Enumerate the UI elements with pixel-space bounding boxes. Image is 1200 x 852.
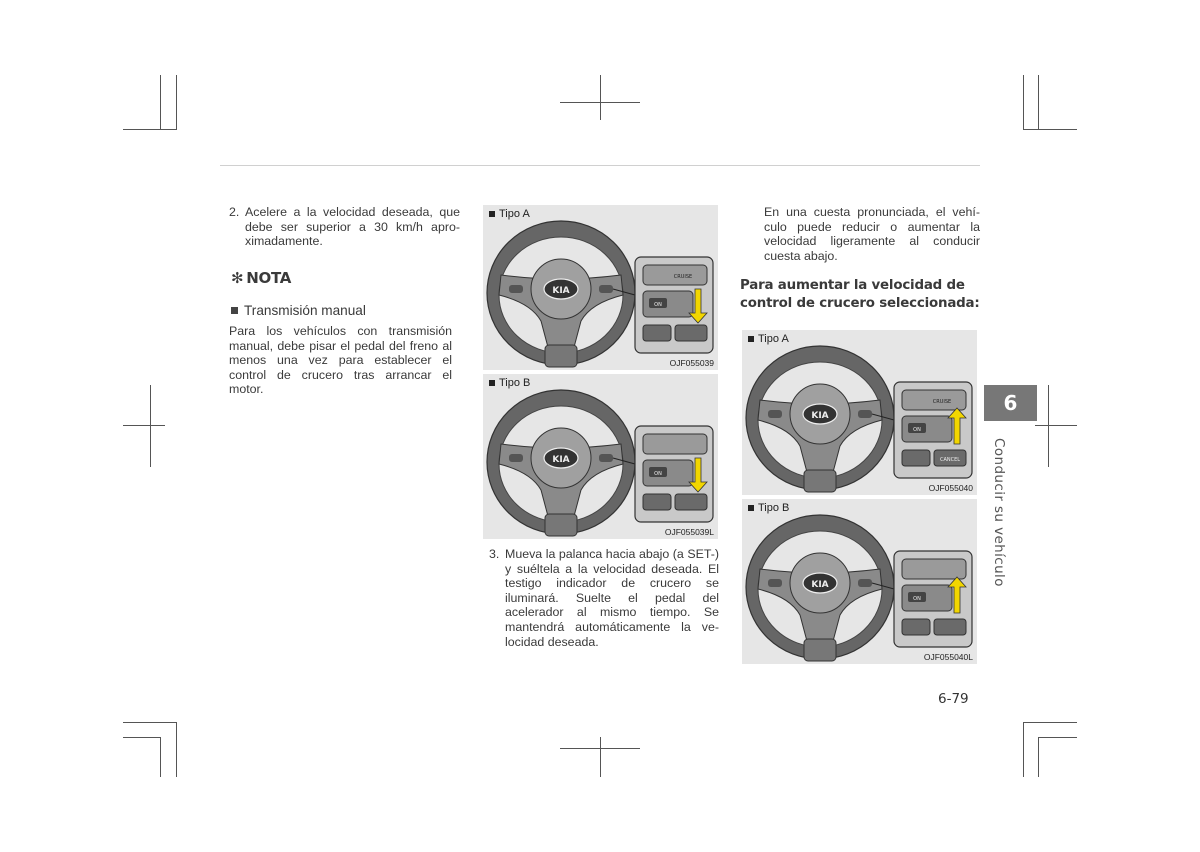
resume-button xyxy=(902,450,930,466)
left-button xyxy=(509,285,523,293)
square-bullet-icon xyxy=(231,307,238,314)
step-2-number: 2. xyxy=(229,205,240,219)
figure-right-a xyxy=(742,330,977,495)
right-button xyxy=(599,285,613,293)
wheel-bottom xyxy=(804,639,836,661)
right-top-text-block xyxy=(764,205,980,263)
step-3-text: Mueva la palanca hacia abajo (a SET-) y suéltela a la velocidad deseada. El testigo indicador de crucero se iluminará. Suelte el pedal del acelerador al mismo tiempo. Se mantendrá automáticamente la velocidad deseada. xyxy=(505,547,719,649)
resume-button xyxy=(902,619,930,635)
steering-wheel-illustration xyxy=(483,205,718,370)
right-button xyxy=(858,410,872,418)
wheel-bottom xyxy=(545,514,577,536)
figure-mid-a xyxy=(483,205,718,370)
on-label: ON xyxy=(913,596,921,602)
kia-logo-text: KIA xyxy=(811,580,829,590)
page-number: 6-79 xyxy=(938,691,969,707)
right-top-text: En una cuesta pronunciada, el vehículo puede reducir o aumentar la velocidad ligeramente al conducir cuesta abajo. xyxy=(764,205,980,263)
step-3-block xyxy=(489,547,719,649)
figure-label: Tipo A xyxy=(748,333,789,345)
step-2 xyxy=(229,205,460,249)
square-bullet-icon xyxy=(748,336,754,342)
nota-heading xyxy=(231,269,291,287)
cancel-button-illustration xyxy=(675,325,707,341)
square-bullet-icon xyxy=(489,380,495,386)
step-3-number: 3. xyxy=(489,547,500,561)
chapter-tab: 6 xyxy=(984,385,1037,421)
section-heading: Para aumentar la velocidad de control de crucero seleccionada: xyxy=(740,278,980,311)
steering-wheel-illustration xyxy=(742,330,977,495)
wheel-bottom xyxy=(804,470,836,492)
figure-label: Tipo B xyxy=(489,377,530,389)
step-3 xyxy=(489,547,719,649)
kia-logo-text: KIA xyxy=(552,455,570,465)
figure-code: OJF055039 xyxy=(669,358,714,368)
cancel-button-illustration xyxy=(934,619,966,635)
wheel-bottom xyxy=(545,345,577,367)
square-bullet-icon xyxy=(489,211,495,217)
sub-heading xyxy=(231,303,366,318)
left-button xyxy=(768,579,782,587)
header-rule xyxy=(220,165,980,166)
cancel-label: CANCEL xyxy=(939,457,961,463)
steering-wheel-illustration xyxy=(742,499,977,664)
right-button xyxy=(858,579,872,587)
left-button xyxy=(509,454,523,462)
sub-heading-text: Transmisión manual xyxy=(244,303,366,318)
nota-asterisk-icon: ✻ xyxy=(231,269,244,287)
nota-title: NOTA xyxy=(246,269,292,287)
figure-code: OJF055040L xyxy=(923,652,973,662)
steering-wheel-illustration xyxy=(483,374,718,539)
inset-top-key xyxy=(643,434,707,454)
on-label: ON xyxy=(654,471,662,477)
kia-logo-text: KIA xyxy=(811,411,829,421)
resume-button xyxy=(643,494,671,510)
figure-label: Tipo B xyxy=(748,502,789,514)
left-column xyxy=(229,205,460,249)
on-label: ON xyxy=(654,302,662,308)
step-2-text: Acelere a la velocidad deseada, que debe ser superior a 30 km/h aproximadamente. xyxy=(245,205,460,249)
cruise-label: CRUISE xyxy=(673,274,693,280)
figure-label: Tipo A xyxy=(489,208,530,220)
chapter-title: Conducir su vehículo xyxy=(991,438,1007,587)
figure-right-b xyxy=(742,499,977,664)
note-text: Para los vehículos con transmisión manual, debe pisar el pedal del freno al menos una vez para establecer el control de crucero tras arrancar el motor. xyxy=(229,324,452,397)
left-button xyxy=(768,410,782,418)
on-label: ON xyxy=(913,427,921,433)
kia-logo-text: KIA xyxy=(552,286,570,296)
figure-mid-b xyxy=(483,374,718,539)
cancel-button-illustration xyxy=(675,494,707,510)
cruise-label: CRUISE xyxy=(932,399,952,405)
note-body xyxy=(229,324,452,397)
resume-button xyxy=(643,325,671,341)
figure-code: OJF055040 xyxy=(928,483,973,493)
figure-code: OJF055039L xyxy=(664,527,714,537)
square-bullet-icon xyxy=(748,505,754,511)
right-button xyxy=(599,454,613,462)
inset-top-key xyxy=(902,559,966,579)
